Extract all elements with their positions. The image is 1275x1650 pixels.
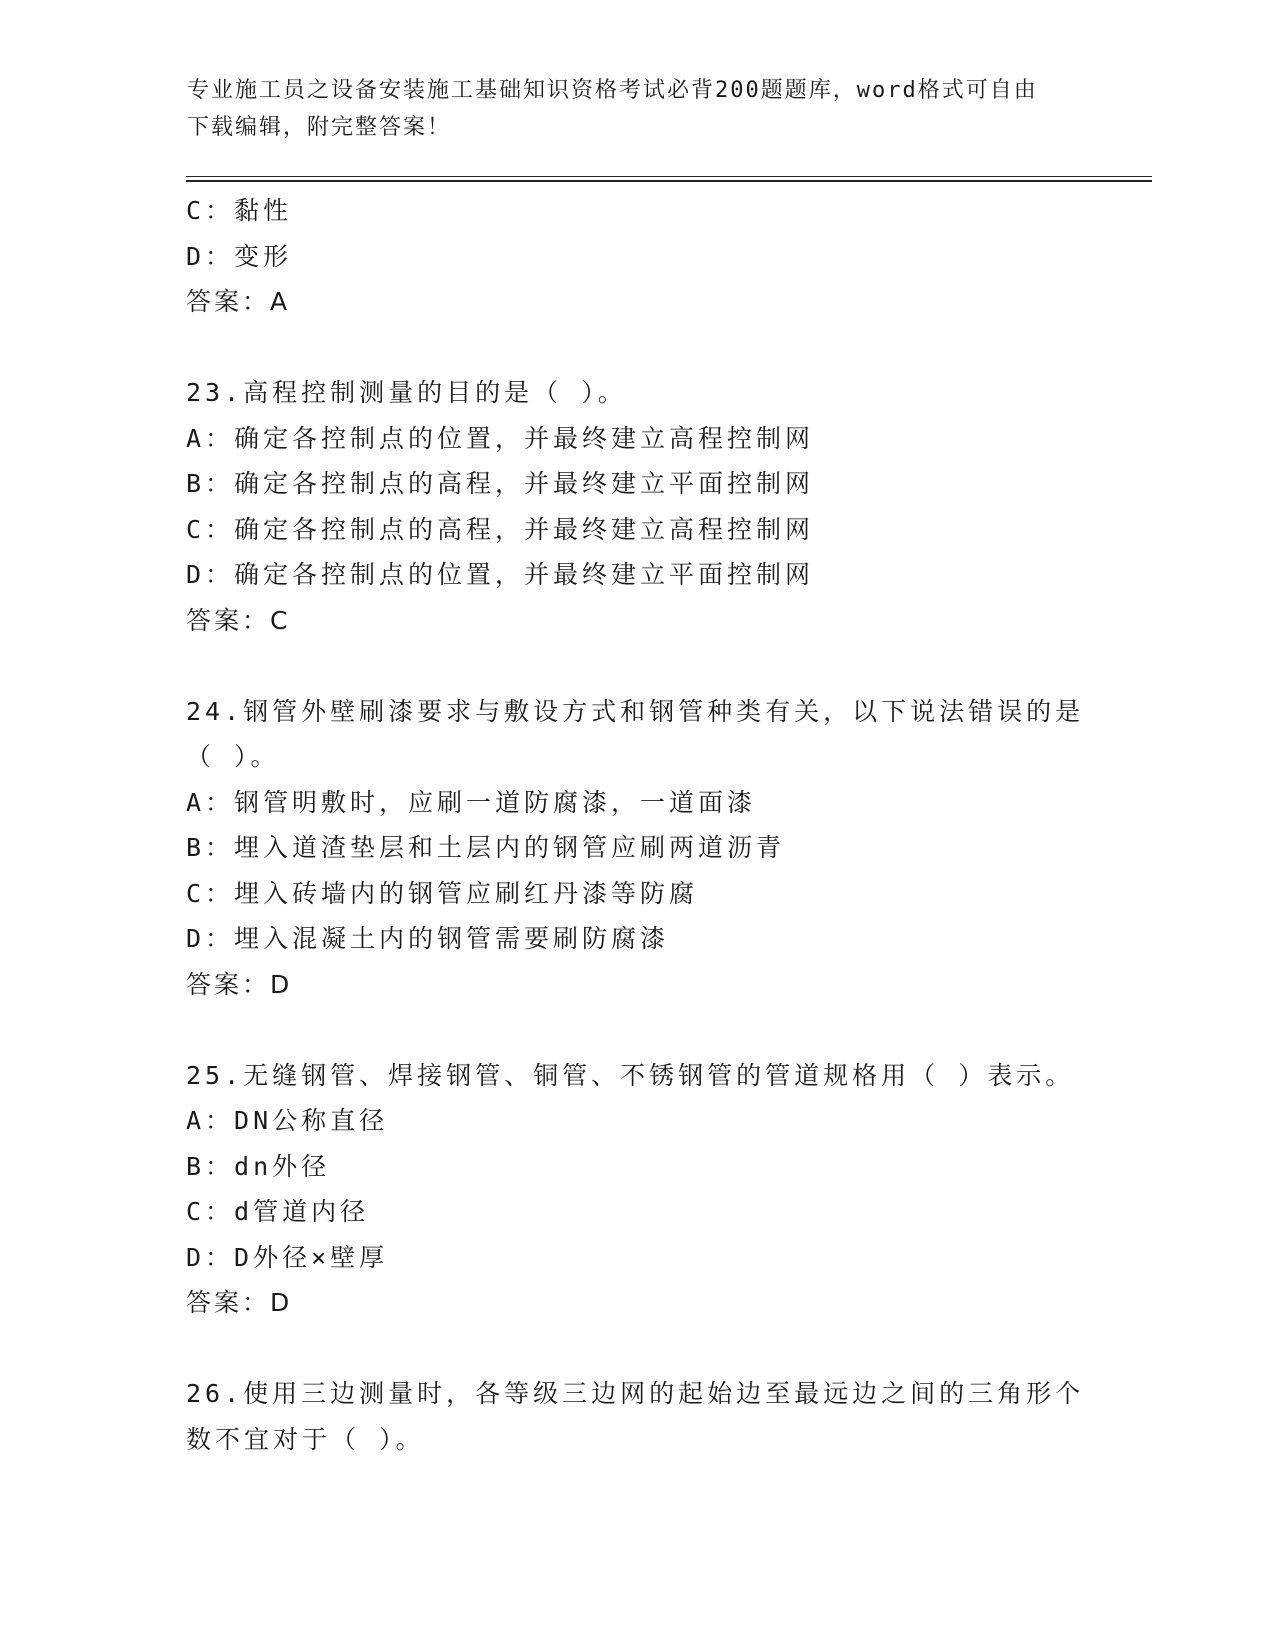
question-list: [186, 188, 1086, 1462]
header-line-1: 专业施工员之设备安装施工基础知识资格考试必背200题题库，word格式可自由: [187, 78, 1038, 103]
question-stem-continued: 数不宜对于（ ）。: [186, 1424, 425, 1454]
answer: 答案：C: [186, 605, 291, 635]
document-header: [187, 72, 1067, 146]
option-a: A：DN公称直径: [186, 1106, 389, 1135]
option-a: A：钢管明敷时，应刷一道防腐漆，一道面漆: [186, 787, 757, 817]
option-c: C：埋入砖墙内的钢管应刷红丹漆等防腐: [186, 878, 699, 908]
option-c: C：d管道内径: [186, 1197, 370, 1226]
option-d: D：确定各控制点的位置，并最终建立平面控制网: [186, 560, 815, 589]
header-divider-thin: [186, 176, 1152, 177]
option-b: B：确定各控制点的高程，并最终建立平面控制网: [186, 469, 815, 498]
option-c: C：黏性: [186, 196, 293, 225]
answer: 答案：D: [186, 969, 293, 999]
option-d: D：D外径×壁厚: [186, 1242, 389, 1272]
option-d: D：埋入混凝土内的钢管需要刷防腐漆: [186, 924, 670, 953]
answer: 答案：A: [186, 287, 291, 316]
question-stem: 26.使用三边测量时，各等级三边网的起始边至最远边之间的三角形个: [186, 1379, 1085, 1408]
option-a: A：确定各控制点的位置，并最终建立高程控制网: [186, 423, 815, 453]
option-b: B：埋入道渣垫层和土层内的钢管应刷两道沥青: [186, 833, 786, 862]
option-c: C：确定各控制点的高程，并最终建立高程控制网: [186, 514, 815, 544]
question-stem: 24.钢管外壁刷漆要求与敷设方式和钢管种类有关，以下说法错误的是: [186, 696, 1085, 726]
answer: 答案：D: [186, 1288, 293, 1317]
option-b: B：dn外径: [186, 1151, 331, 1181]
question-stem: 25.无缝钢管、焊接钢管、铜管、不锈钢管的管道规格用（ ）表示。: [186, 1060, 1075, 1090]
option-d: D：变形: [186, 241, 293, 271]
header-divider-thick: [186, 180, 1152, 182]
question-stem: 23.高程控制测量的目的是（ ）。: [186, 378, 627, 407]
question-stem-continued: （ ）。: [186, 742, 280, 771]
header-line-2: 下载编辑，附完整答案！: [187, 115, 452, 140]
